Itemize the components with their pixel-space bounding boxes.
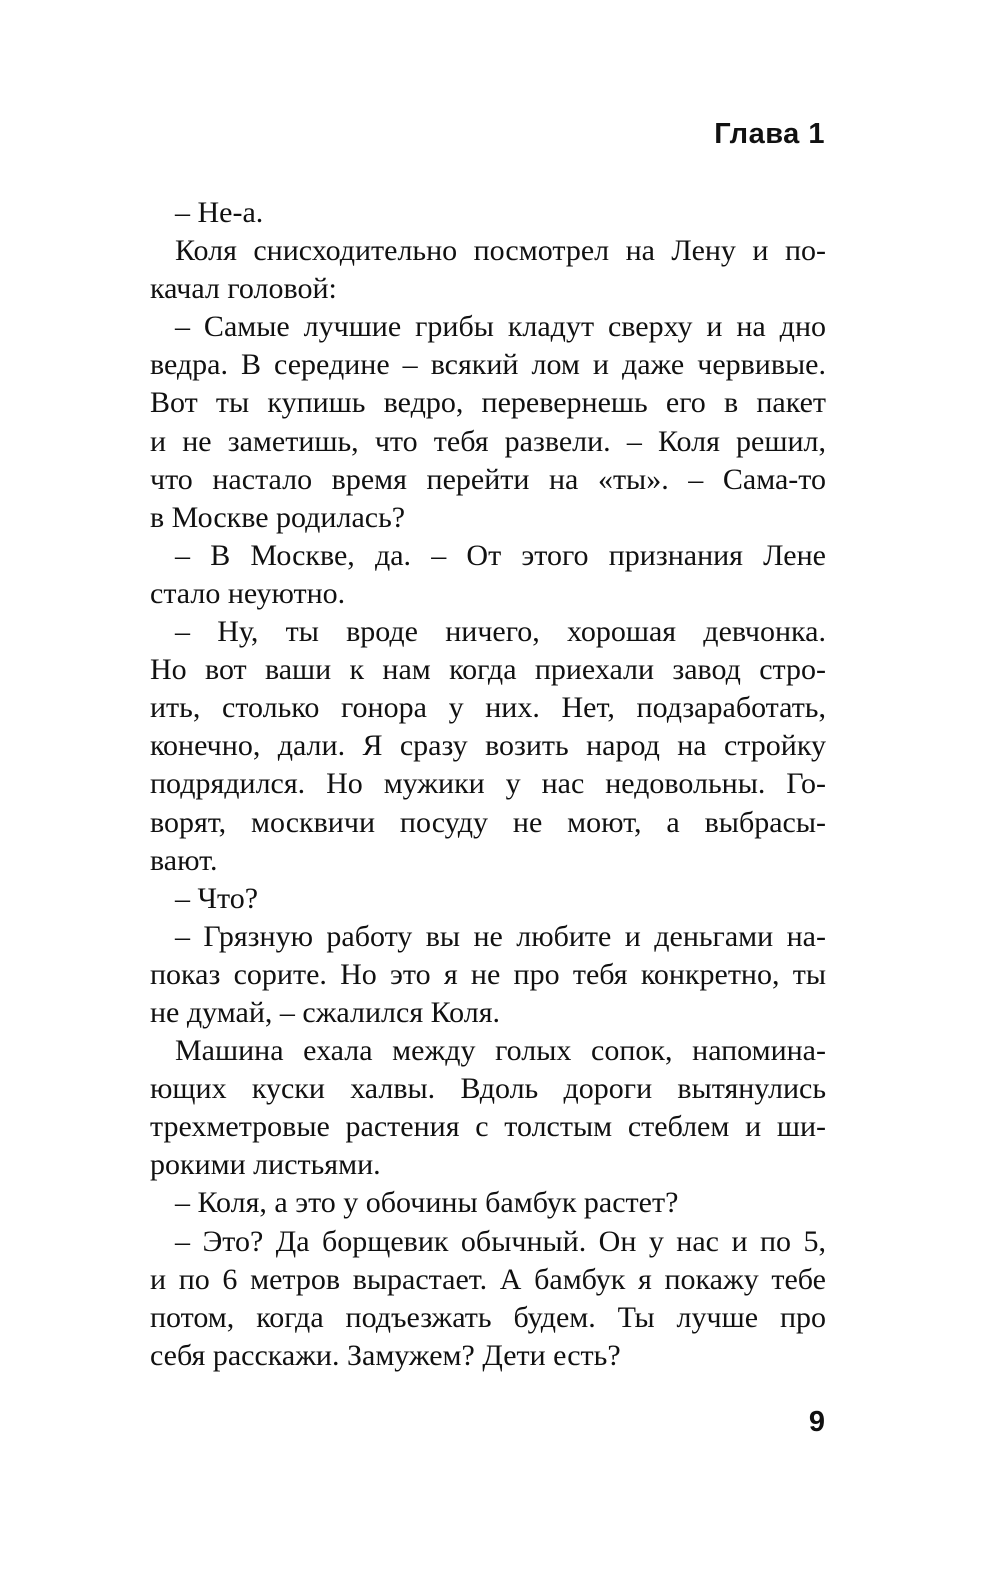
text-line: – Ну, ты вроде ничего, хорошая девчонка. [175,615,826,649]
text-line: вают. [150,843,218,877]
text-line: Машина ехала между голых сопок, напомина- [175,1034,826,1068]
text-line: и не заметишь, что тебя развели. – Коля решил, [150,424,826,458]
text-line: потом, когда подъезжать будем. Ты лучше про [150,1300,826,1334]
text-line: что настало время перейти на «ты». – Сама-то [150,462,826,496]
chapter-header: Глава 1 [714,118,825,150]
text-line: – Грязную работу вы не любите и деньгами на- [175,919,826,953]
text-line: Но вот ваши к нам когда приехали завод стро- [150,653,826,687]
body-text [150,194,826,1375]
text-line: в Москве родилась? [150,500,406,534]
text-line: стало неуютно. [150,576,346,610]
text-line: себя расскажи. Замужем? Дети есть? [150,1338,621,1372]
text-line: ить, столько гонора у них. Нет, подзаработать, [150,691,826,725]
text-line: – Это? Да борщевик обычный. Он у нас и по 5, [175,1224,826,1258]
text-line: показ сорите. Но это я не про тебя конкретно, ты [150,957,826,991]
text-line: ворят, москвичи посуду не моют, а выбрасы- [150,805,826,839]
text-line: Коля снисходительно посмотрел на Лену и по- [175,234,826,268]
text-line: не думай, – сжалился Коля. [150,995,501,1029]
text-line: конечно, дали. Я сразу возить народ на стройку [150,729,826,763]
text-line: ведра. В середине – всякий лом и даже червивые. [150,348,826,382]
text-line: – Самые лучшие грибы кладут сверху и на дно [175,310,826,344]
text-line: качал головой: [150,272,337,306]
text-line: рокими листьями. [150,1148,381,1182]
text-line: – Коля, а это у обочины бамбук растет? [175,1186,679,1220]
text-line: подрядился. Но мужики у нас недовольны. Го- [150,767,826,801]
text-line: ющих куски халвы. Вдоль дороги вытянулись [150,1072,826,1106]
text-line: – В Москве, да. – От этого признания Лене [175,538,826,572]
page-number: 9 [808,1406,825,1438]
text-line: – Не-а. [175,196,264,229]
text-line: трехметровые растения с толстым стеблем и ши- [150,1110,826,1144]
text-line: – Что? [175,881,259,915]
text-line: Вот ты купишь ведро, перевернешь его в пакет [150,386,826,420]
text-line: и по 6 метров вырастает. А бамбук я покажу тебе [150,1262,826,1296]
